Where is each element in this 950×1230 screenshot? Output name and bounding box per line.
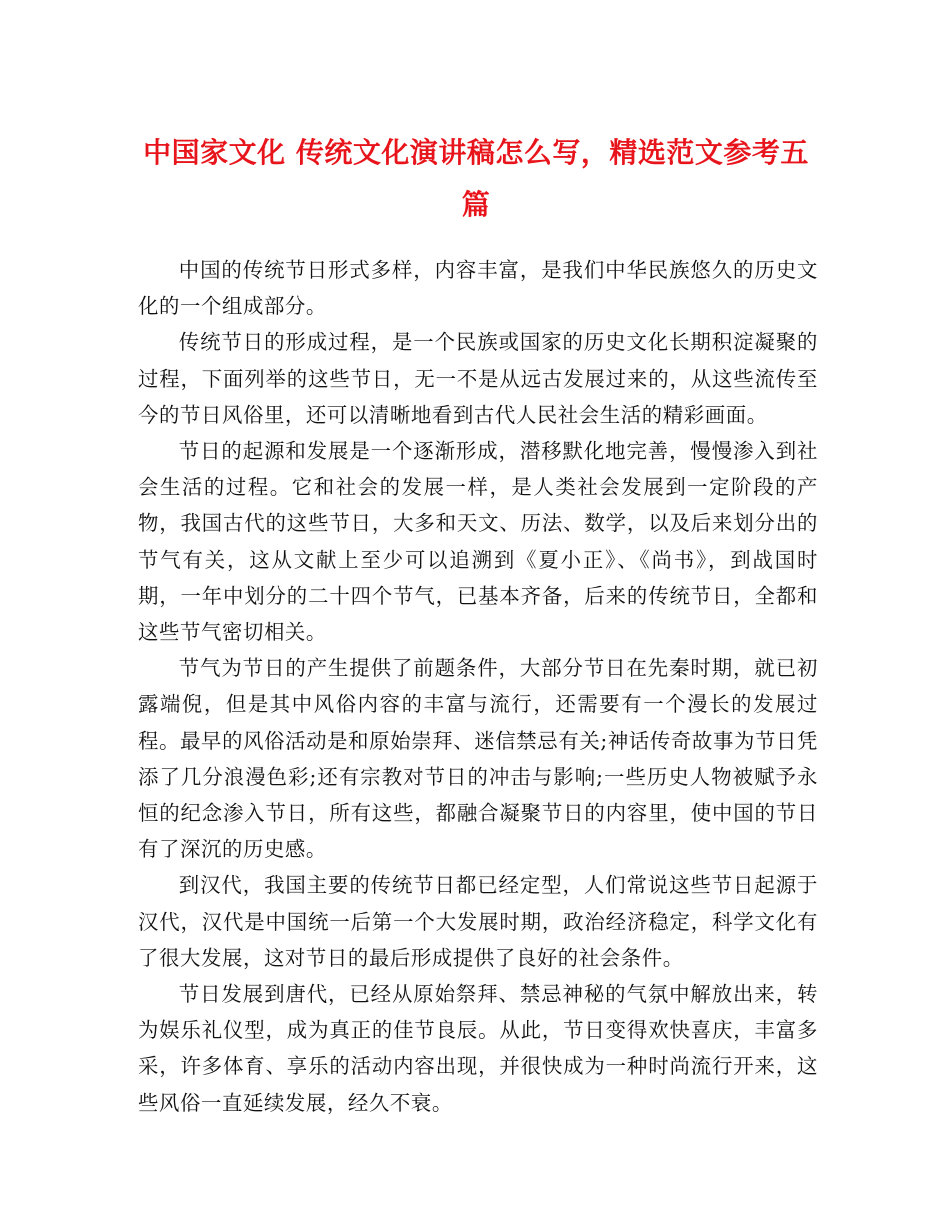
paragraph: 到汉代，我国主要的传统节日都已经定型，人们常说这些节日起源于汉代，汉代是中国统一后第一个大发展时期，政治经济稳定，科学文化有了很大发展，这对节日的最后形成提供了良好的社会条件。 <box>138 873 818 970</box>
paragraph: 节气为节日的产生提供了前题条件，大部分节日在先秦时期，就已初露端倪，但是其中风俗内容的丰富与流行，还需要有一个漫长的发展过程。最早的风俗活动是和原始崇拜、迷信禁忌有关;神话传奇故事为节日凭添了几分浪漫色彩;还有宗教对节日的冲击与影响;一些历史人物被赋予永恒的纪念渗入节日，所有这些，都融合凝聚节日的内容里，使中国的节日有了深沉的历史感。 <box>138 656 818 862</box>
paragraph: 节日发展到唐代，已经从原始祭拜、禁忌神秘的气氛中解放出来，转为娱乐礼仪型，成为真正的佳节良辰。从此，节日变得欢快喜庆，丰富多采，许多体育、享乐的活动内容出现，并很快成为一种时尚流行开来，这些风俗一直延续发展，经久不衰。 <box>138 982 818 1115</box>
paragraph: 传统节日的形成过程，是一个民族或国家的历史文化长期积淀凝聚的过程，下面列举的这些节日，无一不是从远古发展过来的，从这些流传至今的节日风俗里，还可以清晰地看到古代人民社会生活的精彩画面。 <box>138 330 818 427</box>
document-title: 中国家文化 传统文化演讲稿怎么写，精选范文参考五篇 <box>143 136 809 221</box>
paragraph: 中国的传统节日形式多样，内容丰富，是我们中华民族悠久的历史文化的一个组成部分。 <box>138 258 818 319</box>
document-body <box>138 252 818 1121</box>
paragraph: 节日的起源和发展是一个逐渐形成，潜移默化地完善，慢慢渗入到社会生活的过程。它和社会的发展一样，是人类社会发展到一定阶段的产物，我国古代的这些节日，大多和天文、历法、数学，以及后来划分出的节气有关，这从文献上至少可以追溯到《夏小正》、《尚书》，到战国时期，一年中划分的二十四个节气，已基本齐备，后来的传统节日，全都和这些节气密切相关。 <box>138 439 818 645</box>
